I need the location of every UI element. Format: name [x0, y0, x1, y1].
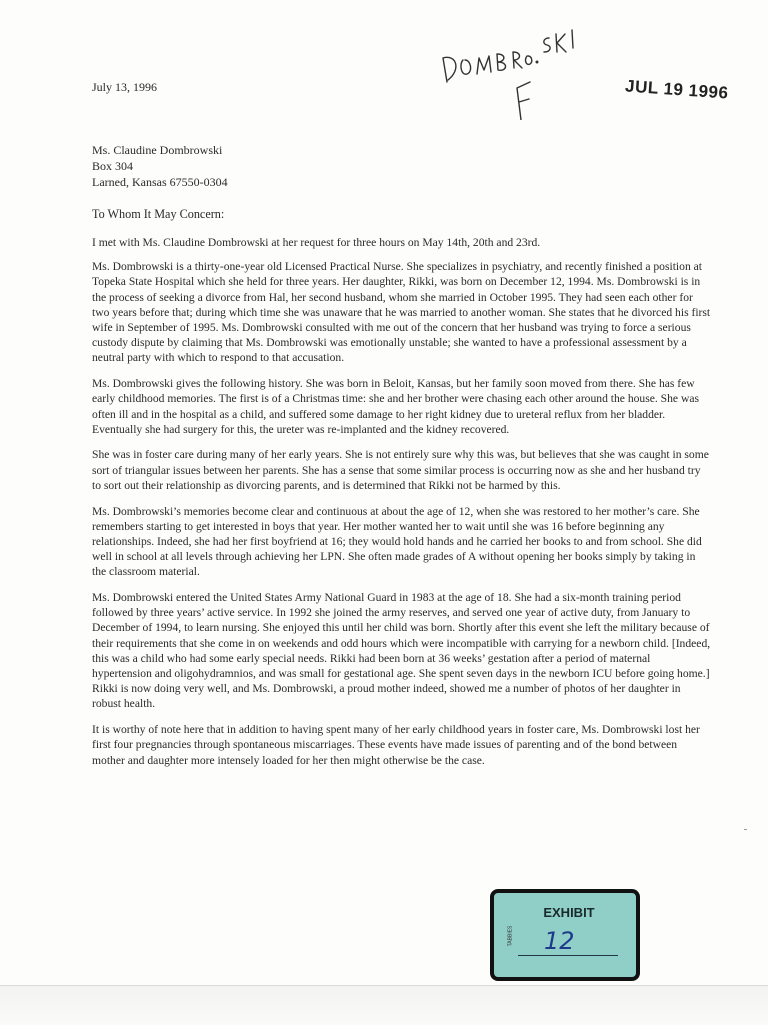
- exhibit-underline: [518, 955, 618, 956]
- exhibit-side-text: TABBIES: [507, 925, 514, 947]
- exhibit-sticker: [490, 889, 640, 981]
- letter-body: [92, 235, 712, 778]
- recipient-box: Box 304: [92, 159, 134, 173]
- paragraph-2: Ms. Dombrowski is a thirty-one-year old Licensed Practical Nurse. She specializes in psychiatry, and recently finished a position at Topeka State Hospital which she held for three years. Her daughter, Rikki, was born on December 12, 1994. Ms. Dombrowski is in the process of seeking a divorce from Hal, her second husband, whom she married in October 1995. They had seen each other for two years before that; during which time she was unaware that he was married to another woman. She states that he divorced his first wife in September of 1995. Ms. Dombrowski consulted with me out of the concern that her husband was trying to force a serious custody dispute by claiming that Ms. Dombrowski was emotionally unstable; she wanted to have a professional assessment by a neutral party with which to respond to that accusation.: [92, 260, 711, 365]
- paragraph-1: I met with Ms. Claudine Dombrowski at her request for three hours on May 14th, 20th and 23rd.: [92, 236, 541, 249]
- scan-speck: [744, 829, 747, 830]
- received-date-stamp: JUL 19 1996: [624, 76, 730, 103]
- handwritten-name-drawing: [443, 30, 573, 120]
- paragraph-5: Ms. Dombrowski’s memories become clear and continuous at about the age of 12, when she was restored to her mother’s care. She remembers starting to get interested in boys that year. Her mother wanted her to wait until she was 16 before beginning any relationships. Indeed, she had her first boyfriend at 16; they would hold hands and he carried her books to and from school. She did well in school at all levels through achieving her LPN. She often made grades of A without opening her books simply by taking in the classroom material.: [92, 504, 702, 579]
- exhibit-label: EXHIBIT: [543, 905, 595, 920]
- handwritten-annotation: [437, 20, 587, 120]
- paper-bottom-edge: [0, 985, 768, 1025]
- recipient-name: Ms. Claudine Dombrowski: [92, 143, 223, 157]
- paragraph-6: Ms. Dombrowski entered the United States Army National Guard in 1983 at the age of 18. She had a six-month training period followed by three years’ active service. In 1992 she joined the army reserves, and served one year of active duty, from January to December of 1994, to learn nursing. She enjoyed this until her child was born. Shortly after this event she left the military because of their requirements that she come in on weekends and odd hours which were incompatible with carrying for a newborn child. [Indeed, this was a child who had some early special needs. Rikki had been born at 36 weeks’ gestation after a period of maternal hypertension and oligohydramnios, and was small for gestational age. She spent seven days in the newborn ICU before going home.] Rikki is now doing very well, and Ms. Dombrowski, a proud mother indeed, showed me a number of photos of her daughter in robust health.: [92, 591, 711, 711]
- exhibit-number: 12: [544, 927, 575, 955]
- recipient-address: [92, 142, 228, 190]
- salutation: To Whom It May Concern:: [92, 207, 225, 221]
- paragraph-3: Ms. Dombrowski gives the following history. She was born in Beloit, Kansas, but her family soon moved from there. She has few early childhood memories. The first is of a Christmas time: she and her brother were chasing each other around the house. She was often ill and in the hospital as a child, and suffered some damage to her right kidney due to ureteral reflux from her bladder. Eventually she had surgery for this, the ureter was re-implanted and the kidney recovered.: [92, 377, 699, 436]
- recipient-city: Larned, Kansas 67550-0304: [92, 175, 228, 189]
- letter-date: July 13, 1996: [92, 80, 158, 94]
- paragraph-7: It is worthy of note here that in addition to having spent many of her early childhood years in foster care, Ms. Dombrowski lost her first four pregnancies through spontaneous miscarriages. These events have made issues of parenting and of the bond between mother and daughter more intensely loaded for her then might otherwise be the case.: [92, 723, 700, 767]
- paragraph-4: She was in foster care during many of her early years. She is not entirely sure why this was, but believes that she was caught in some sort of triangular issues between her parents. She has a sense that some similar process is occurring now as she and her husband try to sort out their relationship as divorcing parents, and is determined that Rikki not be harmed by this.: [92, 448, 709, 492]
